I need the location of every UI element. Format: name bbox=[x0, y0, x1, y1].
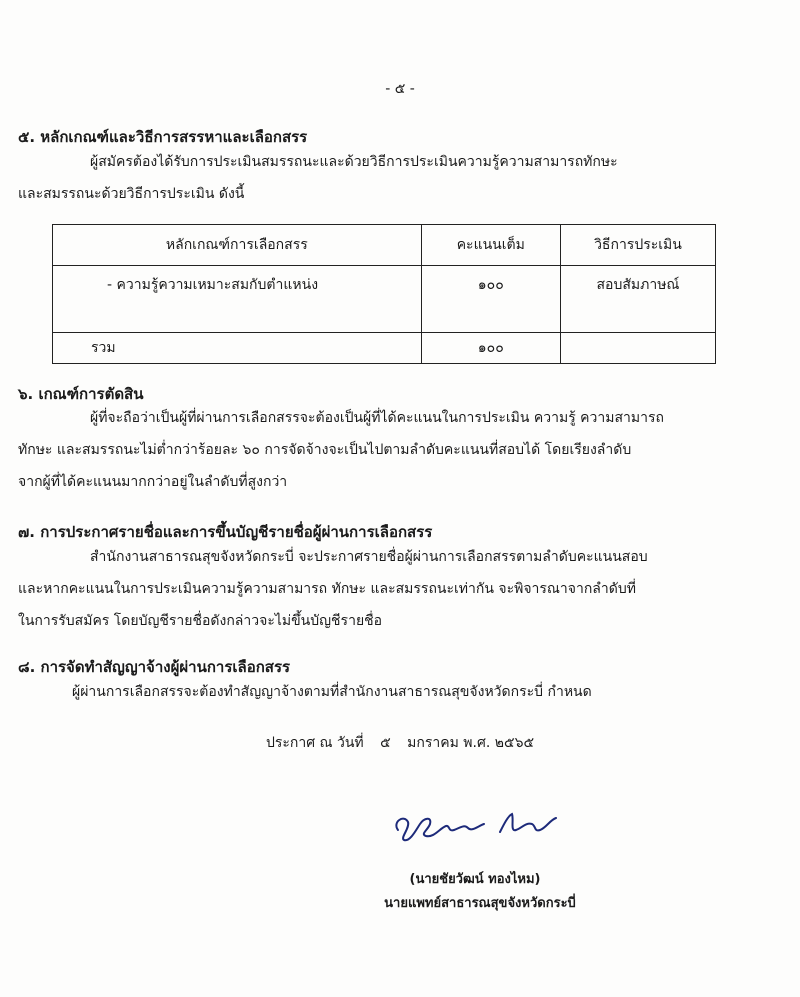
section5-line-1: ผู้สมัครต้องได้รับการประเมินสมรรถนะและด้วยวิธีการประเมินความรู้ความสามารถทักษะ bbox=[90, 154, 618, 170]
section8-heading: ๘. การจัดทำสัญญาจ้างผู้ผ่านการเลือกสรร bbox=[18, 658, 291, 676]
section5-line-2: และสมรรถนะด้วยวิธีการประเมิน ดังนี้ bbox=[18, 186, 245, 202]
section7-line-1: สำนักงานสาธารณสุขจังหวัดกระบี่ จะประกาศรายชื่อผู้ผ่านการเลือกสรรตามลำดับคะแนนสอบ bbox=[90, 549, 648, 565]
section5-heading: ๕. หลักเกณฑ์และวิธีการสรรหาและเลือกสรร bbox=[18, 128, 308, 146]
section7-line-3: ในการรับสมัคร โดยบัญชีรายชื่อดังกล่าวจะไม่ขึ้นบัญชีรายชื่อ bbox=[18, 613, 383, 629]
announcement-month-year: มกราคม พ.ศ. ๒๕๖๕ bbox=[407, 735, 535, 751]
announcement-day: ๕ bbox=[380, 735, 391, 751]
total-empty-cell bbox=[560, 333, 715, 364]
criterion-cell bbox=[53, 266, 422, 333]
table-row bbox=[53, 266, 716, 333]
header-full-score: คะแนนเต็ม bbox=[421, 225, 560, 266]
section6-line-2: ทักษะ และสมรรถนะไม่ต่ำกว่าร้อยละ ๖๐ การจัดจ้างจะเป็นไปตามลำดับคะแนนที่สอบได้ โดยเรียงลำดับ bbox=[18, 442, 632, 458]
header-criterion: หลักเกณฑ์การเลือกสรร bbox=[53, 225, 422, 266]
signer-title: นายแพทย์สาธารณสุขจังหวัดกระบี่ bbox=[384, 896, 576, 911]
total-score-cell: ๑๐๐ bbox=[421, 333, 560, 364]
section7-heading: ๗. การประกาศรายชื่อและการขึ้นบัญชีรายชื่อผู้ผ่านการเลือกสรร bbox=[18, 523, 433, 541]
header-method: วิธีการประเมิน bbox=[560, 225, 715, 266]
score-cell: ๑๐๐ bbox=[421, 266, 560, 333]
method-cell: สอบสัมภาษณ์ bbox=[560, 266, 715, 333]
total-label-cell bbox=[53, 333, 422, 364]
page-number: - ๕ - bbox=[385, 81, 415, 97]
announcement-date bbox=[0, 732, 800, 754]
signature-image bbox=[390, 806, 560, 846]
section8-line-1: ผู้ผ่านการเลือกสรรจะต้องทำสัญญาจ้างตามที่สำนักงานสาธารณสุขจังหวัดกระบี่ กำหนด bbox=[72, 684, 592, 700]
signer-name: (นายชัยวัฒน์ ทองไหม) bbox=[409, 872, 541, 887]
section6-line-3: จากผู้ที่ได้คะแนนมากกว่าอยู่ในลำดับที่สูงกว่า bbox=[18, 474, 288, 490]
total-label: รวม bbox=[91, 340, 116, 356]
criterion-text: - ความรู้ความเหมาะสมกับตำแหน่ง bbox=[107, 277, 319, 293]
table-total-row bbox=[53, 333, 716, 364]
section5-paragraph bbox=[18, 146, 788, 210]
section6-heading: ๖. เกณฑ์การตัดสิน bbox=[18, 385, 144, 403]
section6-line-1: ผู้ที่จะถือว่าเป็นผู้ที่ผ่านการเลือกสรรจะต้องเป็นผู้ที่ได้คะแนนในการประเมิน ความรู้ ความสามารถ bbox=[90, 410, 664, 426]
section7-paragraph bbox=[18, 541, 788, 637]
section8-paragraph bbox=[18, 676, 788, 708]
criteria-table-header-row bbox=[53, 225, 716, 266]
announcement-prefix: ประกาศ ณ วันที่ bbox=[265, 735, 364, 751]
section6-paragraph bbox=[18, 402, 788, 498]
criteria-table bbox=[52, 224, 716, 364]
section7-line-2: และหากคะแนนในการประเมินความรู้ความสามารถ ทักษะ และสมรรถนะเท่ากัน จะพิจารณาจากลำดับที่ bbox=[18, 581, 636, 597]
